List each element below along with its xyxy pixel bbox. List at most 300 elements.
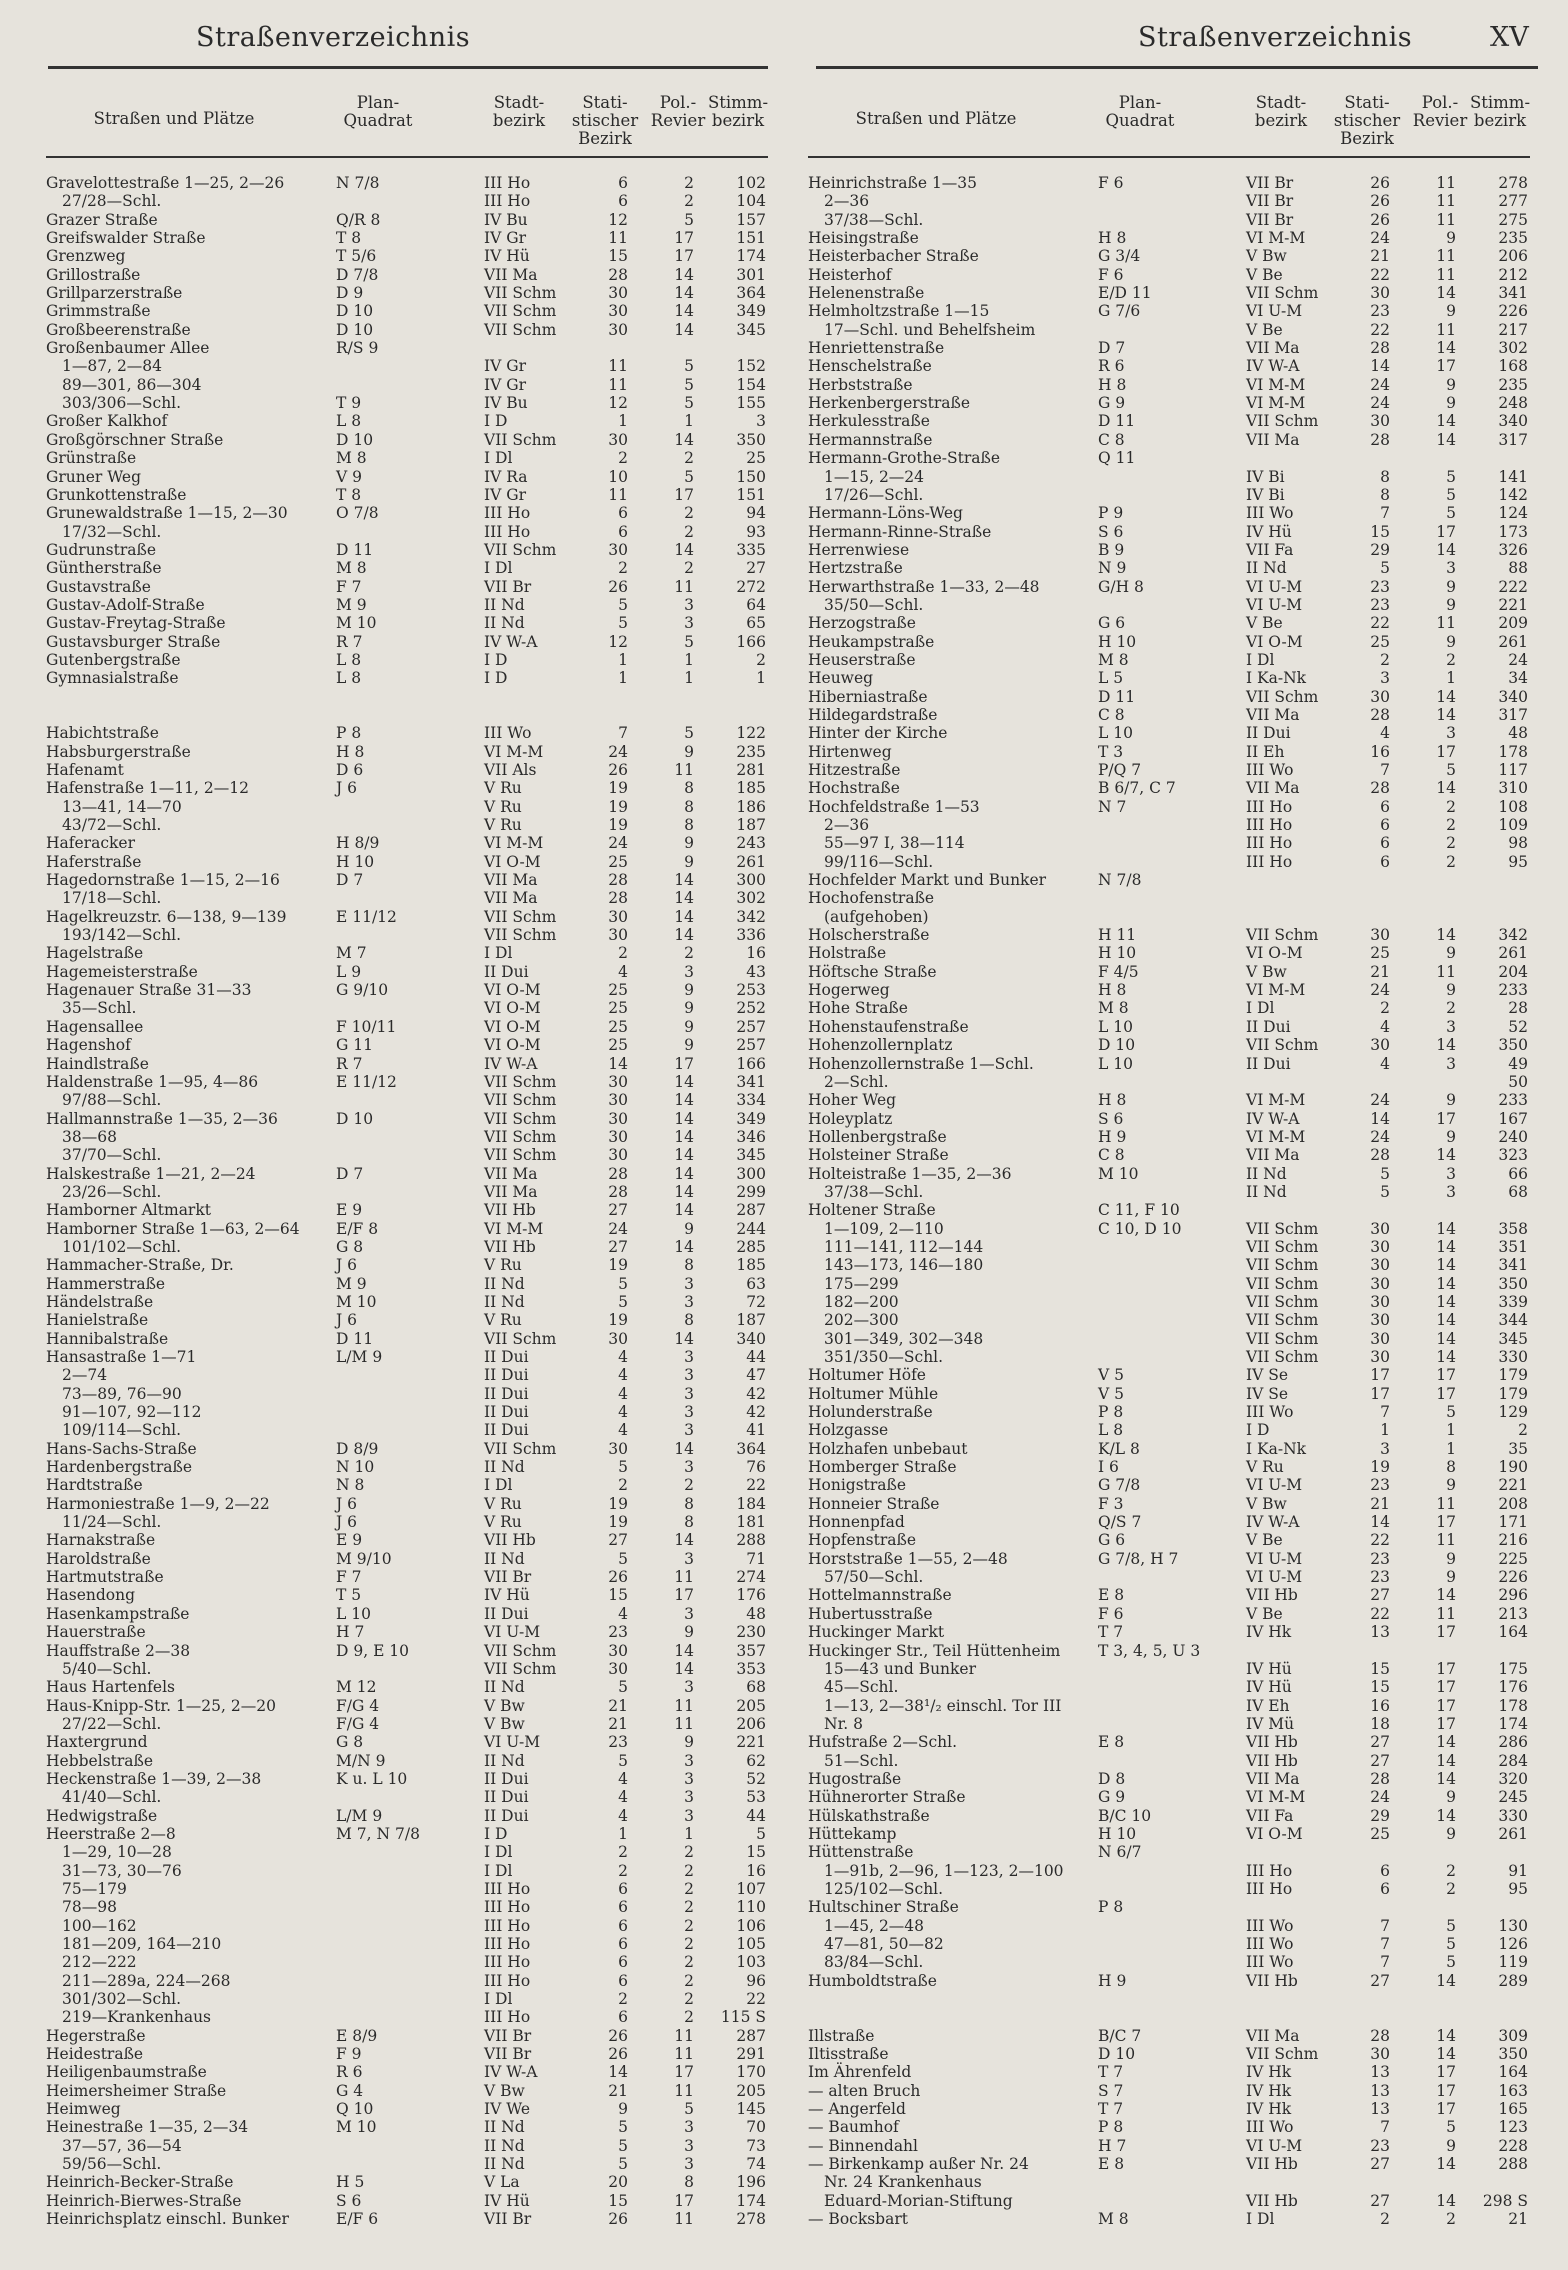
plan-square: P 8 — [1098, 1403, 1124, 1422]
statistical-district: 27 — [1370, 2191, 1390, 2210]
table-row — [808, 2082, 1530, 2100]
voting-district: 357 — [736, 1641, 766, 1660]
street-name: Gutenbergstraße — [46, 650, 181, 669]
plan-square: H 8 — [1098, 981, 1127, 1000]
street-name: 182—200 — [824, 1292, 899, 1311]
statistical-district: 15 — [1370, 1678, 1390, 1697]
police-precinct: 14 — [674, 1641, 694, 1660]
voting-district: 330 — [1498, 1348, 1528, 1366]
city-district: I Dl — [484, 1476, 513, 1495]
table-row — [46, 614, 768, 632]
table-row — [46, 1733, 768, 1751]
plan-square: C 8 — [1098, 1146, 1125, 1165]
table-row — [46, 1513, 768, 1531]
table-row — [46, 2100, 768, 2118]
plan-square: D 8 — [1098, 1769, 1126, 1788]
header-district: Stadt- bezirk — [492, 93, 546, 130]
police-precinct: 9 — [1446, 632, 1456, 651]
statistical-district: 7 — [1380, 1935, 1390, 1953]
police-precinct: 8 — [684, 1311, 694, 1330]
header-rule — [46, 156, 768, 158]
statistical-district: 5 — [1380, 1182, 1390, 1201]
street-name: Haus-Knipp-Str. 1—25, 2—20 — [46, 1696, 276, 1715]
plan-square: E 9 — [336, 1531, 363, 1550]
street-name: 125/102—Schl. — [824, 1879, 944, 1898]
street-name: Hannibalstraße — [46, 1329, 169, 1348]
street-name: Heukampstraße — [808, 632, 935, 651]
table-row — [808, 229, 1530, 247]
police-precinct: 14 — [1436, 2191, 1456, 2210]
police-precinct: 2 — [684, 1476, 694, 1495]
city-district: V Ru — [484, 816, 522, 835]
plan-square: L 10 — [336, 1604, 371, 1623]
table-row — [46, 1055, 768, 1073]
table-row — [46, 1275, 768, 1293]
city-district: IV Hü — [484, 247, 530, 266]
police-precinct: 1 — [684, 412, 694, 431]
city-district: VI O-M — [1246, 1824, 1303, 1843]
voting-district: 284 — [1498, 1751, 1528, 1770]
city-district: III Ho — [484, 2008, 531, 2027]
city-district: VII Schm — [1246, 926, 1319, 945]
voting-district: 233 — [1498, 1091, 1528, 1110]
voting-district: 342 — [1498, 926, 1528, 945]
city-district: VII Schm — [1246, 1219, 1319, 1238]
table-row — [808, 1073, 1530, 1091]
street-name: — Angerfeld — [808, 2100, 906, 2119]
street-name: Hammacher-Straße, Dr. — [46, 1256, 234, 1275]
city-district: IV Bi — [1246, 467, 1285, 486]
street-name: Heinestraße 1—35, 2—34 — [46, 2118, 249, 2137]
police-precinct: 11 — [674, 2210, 694, 2229]
city-district: VII Schm — [1246, 412, 1319, 431]
voting-district: 105 — [736, 1935, 766, 1953]
statistical-district: 30 — [608, 1072, 628, 1091]
street-name: 100—162 — [62, 1916, 137, 1935]
statistical-district: 3 — [1380, 669, 1390, 688]
street-name: Heuserstraße — [808, 650, 916, 669]
police-precinct: 8 — [684, 1513, 694, 1532]
statistical-district: 4 — [1380, 1054, 1390, 1073]
street-name: 351/350—Schl. — [824, 1348, 944, 1366]
city-district: IV Gr — [484, 229, 527, 248]
plan-square: S 6 — [1098, 522, 1124, 541]
city-district: III Ho — [484, 504, 531, 523]
city-district: II Dui — [484, 1403, 529, 1422]
street-name: Haferacker — [46, 834, 135, 853]
city-district: I D — [484, 412, 508, 431]
table-row — [46, 834, 768, 852]
table-row — [46, 468, 768, 486]
voting-district: 15 — [746, 1843, 766, 1862]
voting-district: 154 — [736, 375, 766, 394]
voting-district: 95 — [1508, 852, 1528, 871]
street-name: Hogerweg — [808, 981, 890, 1000]
statistical-district: 28 — [1370, 339, 1390, 358]
police-precinct: 8 — [684, 797, 694, 816]
plan-square: M/N 9 — [336, 1751, 386, 1770]
street-name: 1—87, 2—84 — [62, 357, 163, 376]
voting-district: 235 — [1498, 229, 1528, 248]
police-precinct: 14 — [674, 1072, 694, 1091]
statistical-district: 26 — [608, 577, 628, 596]
plan-square: L 8 — [336, 412, 362, 431]
city-district: I D — [484, 1824, 508, 1843]
street-name: Grillparzerstraße — [46, 284, 183, 303]
plan-square: P/Q 7 — [1098, 761, 1142, 779]
table-row — [808, 871, 1530, 889]
running-head-right: Straßenverzeichnis — [1138, 22, 1413, 53]
table-row — [808, 1495, 1530, 1513]
statistical-district: 21 — [608, 1714, 628, 1733]
police-precinct: 9 — [684, 834, 694, 853]
table-row — [46, 321, 768, 339]
table-row — [808, 1531, 1530, 1549]
street-name: Haus Hartenfels — [46, 1678, 175, 1697]
voting-district: 175 — [1498, 1659, 1528, 1678]
voting-district: 345 — [736, 1146, 766, 1165]
statistical-district: 30 — [1370, 687, 1390, 706]
statistical-district: 30 — [1370, 926, 1390, 945]
statistical-district: 21 — [1370, 1494, 1390, 1513]
statistical-district: 11 — [608, 357, 628, 376]
street-name: Hiberniastraße — [808, 687, 928, 706]
plan-square: Q 11 — [1098, 449, 1136, 468]
plan-square: G 9/10 — [336, 981, 389, 1000]
street-name: Hamborner Straße 1—63, 2—64 — [46, 1219, 300, 1238]
police-precinct: 2 — [1446, 1861, 1456, 1880]
police-precinct: 17 — [1436, 1384, 1456, 1403]
voting-district: 205 — [736, 1696, 766, 1715]
statistical-district: 5 — [618, 595, 628, 614]
table-row — [808, 559, 1530, 577]
row-spacer — [46, 688, 768, 706]
statistical-district: 19 — [1370, 1458, 1390, 1477]
statistical-district: 2 — [618, 944, 628, 963]
statistical-district: 6 — [1380, 1879, 1390, 1898]
street-name: 31—73, 30—76 — [62, 1861, 182, 1880]
statistical-district: 4 — [618, 1788, 628, 1807]
table-row — [808, 1513, 1530, 1531]
plan-square: S 6 — [336, 2191, 362, 2210]
police-precinct: 3 — [684, 962, 694, 981]
city-district: V Be — [1246, 1604, 1283, 1623]
statistical-district: 10 — [608, 467, 628, 486]
statistical-district: 16 — [1370, 1696, 1390, 1715]
city-district: VII Ma — [1246, 430, 1300, 449]
street-name: Heimweg — [46, 2100, 121, 2119]
plan-square: E 11/12 — [336, 1072, 397, 1091]
statistical-district: 25 — [608, 981, 628, 1000]
statistical-district: 17 — [1370, 1366, 1390, 1385]
voting-district: 178 — [1498, 1696, 1528, 1715]
statistical-district: 23 — [1370, 1568, 1390, 1587]
police-precinct: 3 — [1446, 559, 1456, 578]
street-name: 38—68 — [62, 1127, 117, 1146]
police-precinct: 2 — [684, 2008, 694, 2027]
city-district: VI U-M — [1246, 595, 1303, 614]
police-precinct: 17 — [1436, 1714, 1456, 1733]
street-name: Hagensallee — [46, 1017, 144, 1036]
table-row — [46, 1605, 768, 1623]
police-precinct: 9 — [684, 852, 694, 871]
plan-square: F 3 — [1098, 1494, 1124, 1513]
police-precinct: 9 — [1446, 1568, 1456, 1587]
city-district: II Dui — [1246, 1017, 1291, 1036]
statistical-district: 28 — [608, 871, 628, 890]
city-district: VII Schm — [484, 540, 557, 559]
street-name: 17/32—Schl. — [62, 522, 162, 541]
statistical-district: 14 — [608, 2063, 628, 2082]
rows-right — [808, 174, 1530, 2229]
voting-district: 93 — [746, 522, 766, 541]
plan-square: H 5 — [336, 2173, 365, 2192]
header-rule-left — [48, 66, 768, 69]
police-precinct: 14 — [1436, 412, 1456, 431]
statistical-district: 23 — [1370, 577, 1390, 596]
street-name: Hopfenstraße — [808, 1531, 917, 1550]
statistical-district: 6 — [618, 1898, 628, 1917]
police-precinct: 2 — [684, 1843, 694, 1862]
table-row — [808, 1440, 1530, 1458]
police-precinct: 11 — [1436, 1531, 1456, 1550]
table-row — [46, 1697, 768, 1715]
plan-square: M 7 — [336, 944, 367, 963]
police-precinct: 3 — [684, 1678, 694, 1697]
police-precinct: 2 — [1446, 999, 1456, 1018]
plan-square: H 10 — [1098, 944, 1137, 963]
statistical-district: 21 — [608, 1696, 628, 1715]
table-row — [46, 1880, 768, 1898]
table-row — [46, 1898, 768, 1916]
table-row — [808, 1788, 1530, 1806]
street-name: (aufgehoben) — [824, 907, 929, 926]
city-district: VII Ma — [1246, 1769, 1300, 1788]
street-name: Hasendong — [46, 1586, 136, 1605]
street-name: Haferstraße — [46, 852, 142, 871]
table-row — [808, 412, 1530, 430]
city-district: I D — [484, 650, 508, 669]
table-row — [808, 1385, 1530, 1403]
statistical-district: 28 — [1370, 1769, 1390, 1788]
city-district: VI U-M — [1246, 302, 1303, 321]
statistical-district: 4 — [618, 1348, 628, 1366]
city-district: VII Schm — [484, 320, 557, 339]
statistical-district: 25 — [608, 1017, 628, 1036]
city-district: VI M-M — [1246, 1127, 1306, 1146]
city-district: III Ho — [484, 522, 531, 541]
city-district: VII Als — [484, 761, 537, 779]
street-name: Harmoniestraße 1—9, 2—22 — [46, 1494, 270, 1513]
police-precinct: 5 — [684, 394, 694, 413]
statistical-district: 21 — [1370, 962, 1390, 981]
table-row — [808, 1752, 1530, 1770]
street-name: 11/24—Schl. — [62, 1513, 162, 1532]
street-name: Haldenstraße 1—95, 4—86 — [46, 1072, 259, 1091]
statistical-district: 20 — [608, 2173, 628, 2192]
statistical-district: 30 — [608, 1659, 628, 1678]
statistical-district: 24 — [1370, 375, 1390, 394]
city-district: VII Schm — [484, 1641, 557, 1660]
table-row — [808, 1917, 1530, 1935]
table-row — [46, 1201, 768, 1219]
city-district: IV Hk — [1246, 2100, 1292, 2119]
street-name: Hauerstraße — [46, 1623, 146, 1642]
street-name: Hasenkampstraße — [46, 1604, 190, 1623]
statistical-district: 26 — [608, 761, 628, 779]
table-row — [808, 266, 1530, 284]
plan-square: D 10 — [1098, 1036, 1136, 1055]
police-precinct: 5 — [1446, 504, 1456, 523]
police-precinct: 3 — [1446, 724, 1456, 743]
city-district: II Nd — [1246, 559, 1287, 578]
plan-square: H 9 — [1098, 1971, 1127, 1990]
city-district: VI U-M — [1246, 1568, 1303, 1587]
street-name: Holsteiner Straße — [808, 1146, 949, 1165]
statistical-district: 30 — [608, 1641, 628, 1660]
statistical-district: 2 — [618, 1861, 628, 1880]
city-district: V Bw — [484, 1714, 525, 1733]
police-precinct: 17 — [1436, 742, 1456, 761]
street-name: 1—13, 2—38¹/₂ einschl. Tor III — [824, 1696, 1062, 1715]
table-row — [46, 2045, 768, 2063]
street-name: Gustav-Adolf-Straße — [46, 595, 205, 614]
police-precinct: 3 — [684, 1421, 694, 1440]
plan-square: B 6/7, C 7 — [1098, 779, 1176, 798]
statistical-district: 23 — [1370, 595, 1390, 614]
city-district: IV Hü — [1246, 522, 1292, 541]
street-name: 35/50—Schl. — [824, 595, 924, 614]
police-precinct: 2 — [684, 1990, 694, 2009]
street-name: Heckenstraße 1—39, 2—38 — [46, 1769, 262, 1788]
police-precinct: 2 — [684, 522, 694, 541]
city-district: VII Schm — [484, 1109, 557, 1128]
statistical-district: 26 — [608, 1568, 628, 1587]
street-name: Honnenpfad — [808, 1513, 905, 1532]
city-district: VI O-M — [484, 999, 541, 1018]
table-row — [808, 1697, 1530, 1715]
street-name: Illstraße — [808, 2026, 875, 2045]
voting-district: 301 — [736, 265, 766, 284]
voting-district: 248 — [1498, 394, 1528, 413]
plan-square: B/C 10 — [1098, 1806, 1152, 1825]
voting-district: 167 — [1498, 1109, 1528, 1128]
statistical-district: 1 — [618, 650, 628, 669]
plan-square: D 6 — [336, 761, 364, 779]
voting-district: 24 — [1508, 650, 1528, 669]
street-name: 57/50—Schl. — [824, 1568, 924, 1587]
police-precinct: 11 — [674, 1714, 694, 1733]
statistical-district: 22 — [1370, 614, 1390, 633]
city-district: I Dl — [484, 1861, 513, 1880]
voting-district: 50 — [1508, 1072, 1528, 1091]
voting-district: 68 — [1508, 1182, 1528, 1201]
table-row — [46, 2027, 768, 2045]
street-name: Hüttekamp — [808, 1824, 897, 1843]
voting-district: 150 — [736, 467, 766, 486]
plan-square: D 10 — [336, 430, 374, 449]
city-district: III Wo — [1246, 504, 1294, 523]
table-row — [808, 321, 1530, 339]
statistical-district: 6 — [1380, 834, 1390, 853]
police-precinct: 11 — [674, 1568, 694, 1587]
police-precinct: 14 — [1436, 1036, 1456, 1055]
table-row — [46, 486, 768, 504]
city-district: V Bw — [1246, 247, 1287, 266]
voting-district: 272 — [736, 577, 766, 596]
statistical-district: 26 — [608, 2045, 628, 2064]
plan-square: J 6 — [336, 1494, 358, 1513]
voting-district: 68 — [746, 1678, 766, 1697]
street-name: Hermann-Rinne-Straße — [808, 522, 992, 541]
table-row — [46, 1348, 768, 1366]
voting-district: 225 — [1498, 1549, 1528, 1568]
table-row — [46, 871, 768, 889]
plan-square: F 9 — [336, 2045, 362, 2064]
plan-square: M 8 — [336, 449, 367, 468]
table-row — [46, 1476, 768, 1494]
street-name: Heisterbacher Straße — [808, 247, 979, 266]
city-district: VI O-M — [484, 852, 541, 871]
voting-district: 63 — [746, 1274, 766, 1293]
table-row — [808, 1898, 1530, 1916]
statistical-district: 28 — [608, 889, 628, 908]
plan-square: L 8 — [336, 650, 362, 669]
street-name: Herzogstraße — [808, 614, 916, 633]
statistical-district: 13 — [1370, 2063, 1390, 2082]
plan-square: G 9 — [1098, 394, 1126, 413]
police-precinct: 2 — [684, 192, 694, 211]
voting-district: 287 — [736, 2026, 766, 2045]
table-row — [46, 1146, 768, 1164]
city-district: III Ho — [1246, 816, 1293, 835]
table-row — [808, 1862, 1530, 1880]
voting-district: 22 — [746, 1990, 766, 2009]
statistical-district: 27 — [608, 1237, 628, 1256]
statistical-district: 24 — [608, 834, 628, 853]
table-row — [46, 192, 768, 210]
street-name: Hamborner Altmarkt — [46, 1201, 211, 1220]
street-column-right — [808, 88, 1531, 2229]
statistical-district: 26 — [1370, 174, 1390, 192]
city-district: I D — [484, 669, 508, 688]
police-precinct: 14 — [674, 1531, 694, 1550]
city-district: V Bw — [484, 1696, 525, 1715]
street-name: Hochstraße — [808, 779, 900, 798]
statistical-district: 30 — [1370, 2045, 1390, 2064]
voting-district: 341 — [736, 1072, 766, 1091]
statistical-district: 30 — [608, 1146, 628, 1165]
plan-square: O 7/8 — [336, 504, 379, 523]
statistical-district: 30 — [608, 1127, 628, 1146]
police-precinct: 17 — [1436, 1696, 1456, 1715]
street-name: 111—141, 112—144 — [824, 1237, 984, 1256]
plan-square: M 9 — [336, 1274, 367, 1293]
statistical-district: 2 — [618, 559, 628, 578]
statistical-district: 13 — [1370, 1623, 1390, 1642]
voting-district: 217 — [1498, 320, 1528, 339]
plan-square: L 10 — [1098, 1054, 1133, 1073]
plan-square: E 9 — [336, 1201, 363, 1220]
table-row — [46, 1311, 768, 1329]
statistical-district: 26 — [1370, 210, 1390, 229]
table-row — [808, 1311, 1530, 1329]
table-row — [46, 1458, 768, 1476]
city-district: II Eh — [1246, 742, 1285, 761]
statistical-district: 5 — [618, 1549, 628, 1568]
plan-square: D 7 — [336, 1164, 364, 1183]
street-name: Henschelstraße — [808, 357, 932, 376]
